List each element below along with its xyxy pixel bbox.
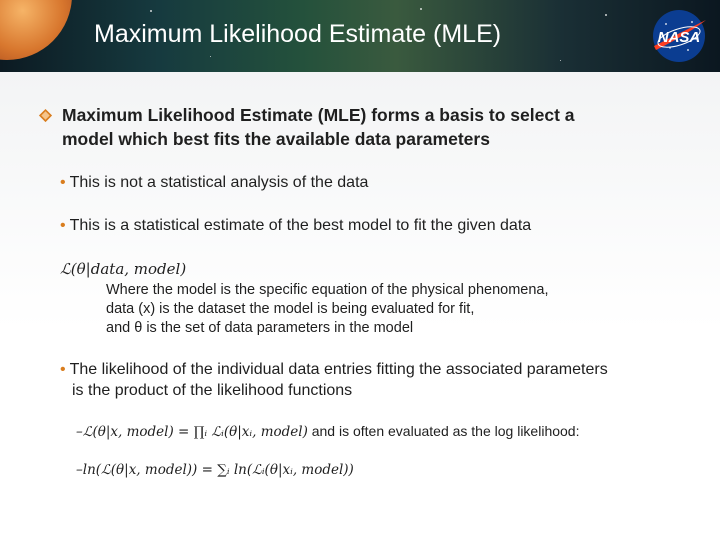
product-equation-note: and is often evaluated as the log likelihood: <box>307 423 580 439</box>
description-line-1: Where the model is the specific equation of the physical phenomena, <box>106 282 549 298</box>
likelihood-bullet-line-1 <box>60 361 608 379</box>
star-dot <box>150 10 152 12</box>
likelihood-bullet-text-1: The likelihood of the individual data entries fitting the associated parameters <box>69 361 608 378</box>
sub-bullet-2 <box>60 217 531 235</box>
diamond-bullet-icon <box>38 108 53 123</box>
product-likelihood-equation <box>76 423 579 440</box>
description-line-2: data (x) is the dataset the model is being evaluated for fit, <box>106 301 475 317</box>
sub-bullet-1 <box>60 174 368 192</box>
sub-bullet-2-text: This is a statistical estimate of the best model to fit the given data <box>69 217 532 234</box>
main-bullet-line-1: Maximum Likelihood Estimate (MLE) forms a basis to select a <box>62 105 575 125</box>
slide-header <box>0 0 720 72</box>
nasa-logo-text: NASA <box>657 29 701 46</box>
log-equation-math: –ln(ℒ(θ|x, model)) = ∑ᵢ ln(ℒᵢ(θ|xᵢ, model)) <box>76 462 354 478</box>
nasa-logo-icon <box>648 8 710 64</box>
bullet-dot-icon: • <box>60 361 66 378</box>
star-dot <box>560 60 561 61</box>
log-likelihood-equation <box>76 461 354 478</box>
planet-graphic <box>0 0 72 60</box>
product-equation-math: –ℒ(θ|x, model) = ∏ᵢ ℒᵢ(θ|xᵢ, model) <box>76 424 308 440</box>
likelihood-bullet-line-2: is the product of the likelihood functions <box>72 382 353 399</box>
star-dot <box>210 56 211 57</box>
likelihood-expression: ℒ(θ|data, model) <box>60 260 187 278</box>
description-line-3: and θ is the set of data parameters in the model <box>106 320 414 336</box>
main-bullet-line-2: model which best fits the available data parameters <box>62 129 490 149</box>
slide-title: Maximum Likelihood Estimate (MLE) <box>94 20 502 48</box>
bullet-dot-icon: • <box>60 217 66 234</box>
star-dot <box>420 8 422 10</box>
sub-bullet-1-text: This is not a statistical analysis of the data <box>69 174 369 191</box>
star-dot <box>605 14 607 16</box>
bullet-dot-icon: • <box>60 174 66 191</box>
